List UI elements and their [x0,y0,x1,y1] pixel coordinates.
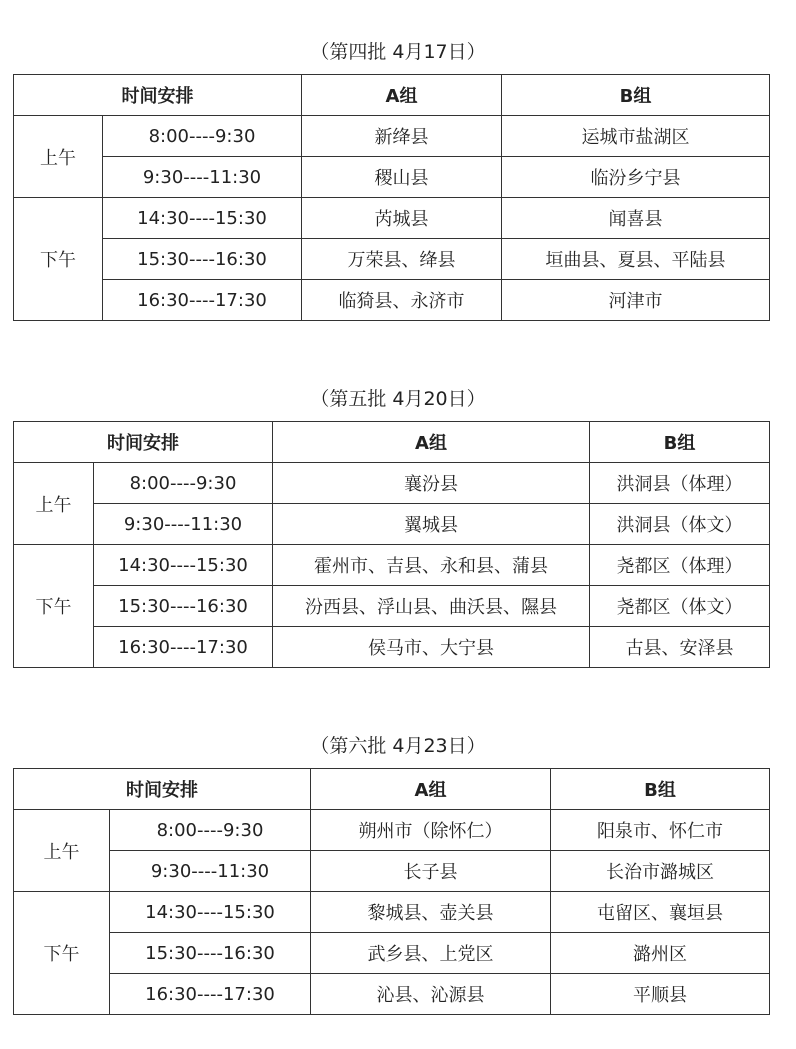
group-b-cell: 洪洞县（体理） [590,463,770,504]
schedule-table [13,74,770,321]
group-b-cell: 运城市盐湖区 [502,116,770,157]
group-a-cell: 武乡县、上党区 [311,933,551,974]
group-b-cell: 尧都区（体文） [590,586,770,627]
time-slot: 15:30----16:30 [94,586,273,627]
time-slot: 14:30----15:30 [94,545,273,586]
table-row [14,851,770,892]
table-row [14,545,770,586]
time-slot: 15:30----16:30 [103,239,302,280]
group-a-cell: 万荣县、绛县 [302,239,502,280]
time-slot: 16:30----17:30 [94,627,273,668]
header-group-b: B组 [502,75,770,116]
group-b-cell: 洪洞县（体文） [590,504,770,545]
period-afternoon: 下午 [14,892,110,1015]
period-morning: 上午 [14,116,103,198]
group-a-cell: 沁县、沁源县 [311,974,551,1015]
header-group-a: A组 [273,422,590,463]
group-b-cell: 长治市潞城区 [551,851,770,892]
group-b-cell: 阳泉市、怀仁市 [551,810,770,851]
table-row [14,239,770,280]
schedule-table [13,768,770,1015]
table-row [14,586,770,627]
group-b-cell: 尧都区（体理） [590,545,770,586]
time-slot: 8:00----9:30 [110,810,311,851]
header-schedule: 时间安排 [14,769,311,810]
group-a-cell: 芮城县 [302,198,502,239]
table-row [14,627,770,668]
schedule-table [13,421,770,668]
table-row [14,974,770,1015]
group-a-cell: 襄汾县 [273,463,590,504]
group-b-cell: 垣曲县、夏县、平陆县 [502,239,770,280]
batch-caption: （第四批 4月17日） [310,41,486,63]
period-afternoon: 下午 [14,198,103,321]
time-slot: 9:30----11:30 [94,504,273,545]
group-b-cell: 临汾乡宁县 [502,157,770,198]
group-a-cell: 翼城县 [273,504,590,545]
header-schedule: 时间安排 [14,75,302,116]
group-a-cell: 黎城县、壶关县 [311,892,551,933]
header-schedule: 时间安排 [14,422,273,463]
period-morning: 上午 [14,463,94,545]
time-slot: 14:30----15:30 [110,892,311,933]
table-row [14,116,770,157]
group-a-cell: 长子县 [311,851,551,892]
header-group-a: A组 [311,769,551,810]
batch-caption: （第六批 4月23日） [310,735,486,757]
group-a-cell: 朔州市（除怀仁） [311,810,551,851]
table-row [14,810,770,851]
time-slot: 16:30----17:30 [110,974,311,1015]
table-row [14,892,770,933]
table-row [14,933,770,974]
time-slot: 14:30----15:30 [103,198,302,239]
table-row [14,157,770,198]
group-b-cell: 闻喜县 [502,198,770,239]
group-a-cell: 稷山县 [302,157,502,198]
group-a-cell: 霍州市、吉县、永和县、蒲县 [273,545,590,586]
header-group-a: A组 [302,75,502,116]
header-group-b: B组 [551,769,770,810]
group-b-cell: 古县、安泽县 [590,627,770,668]
table-row [14,463,770,504]
time-slot: 9:30----11:30 [110,851,311,892]
group-a-cell: 侯马市、大宁县 [273,627,590,668]
group-b-cell: 平顺县 [551,974,770,1015]
table-row [14,280,770,321]
group-b-cell: 潞州区 [551,933,770,974]
period-morning: 上午 [14,810,110,892]
group-a-cell: 汾西县、浮山县、曲沃县、隰县 [273,586,590,627]
time-slot: 15:30----16:30 [110,933,311,974]
group-a-cell: 新绛县 [302,116,502,157]
header-group-b: B组 [590,422,770,463]
batch-caption: （第五批 4月20日） [310,388,486,410]
table-row [14,504,770,545]
group-b-cell: 河津市 [502,280,770,321]
group-b-cell: 屯留区、襄垣县 [551,892,770,933]
time-slot: 8:00----9:30 [94,463,273,504]
time-slot: 8:00----9:30 [103,116,302,157]
group-a-cell: 临猗县、永济市 [302,280,502,321]
time-slot: 9:30----11:30 [103,157,302,198]
table-header-row [14,422,770,463]
table-header-row [14,769,770,810]
period-afternoon: 下午 [14,545,94,668]
table-row [14,198,770,239]
table-header-row [14,75,770,116]
time-slot: 16:30----17:30 [103,280,302,321]
